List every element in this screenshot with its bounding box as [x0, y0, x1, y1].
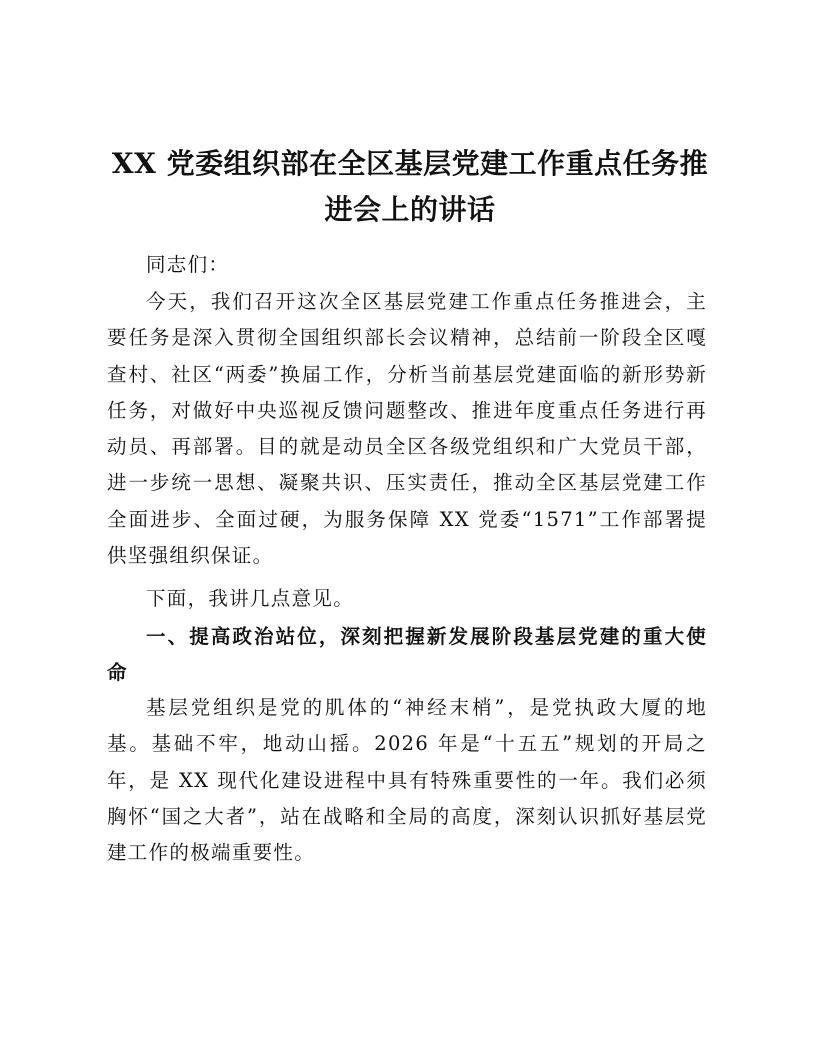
- paragraph-opening: 今天，我们召开这次全区基层党建工作重点任务推进会，主要任务是深入贯彻全国组织部长会议精神，总结前一阶段全区嘎查村、社区“两委”换届工作，分析当前基层党建面临的新形势新任务，对做好中央巡视反馈问题整改、推进年度重点任务进行再动员、再部署。目的就是动员全区各级党组织和广大党员干部，进一步统一思想、凝聚共识、压实责任，推动全区基层党建工作全面进步、全面过硬，为服务保障 XX 党委“1571”工作部署提供坚强组织保证。: [107, 290, 707, 568]
- paragraph-section-1: 基层党组织是党的肌体的“神经末梢”，是党执政大厦的地基。基础不牢，地动山摇。2026 年是“十五五”规划的开局之年，是 XX 现代化建设进程中具有特殊重要性的一年。我们必须胸怀“国之大者”，站在战略和全局的高度，深刻认识抓好基层党建工作的极端重要性。: [107, 696, 707, 865]
- paragraph-transition: 下面，我讲几点意见。: [146, 587, 355, 610]
- section-heading-1: 一、提高政治站位，深刻把握新发展阶段基层党建的重大使命: [107, 625, 707, 685]
- salutation: 同志们：: [146, 253, 230, 276]
- document-title: XX 党委组织部在全区基层党建工作重点任务推进会上的讲话: [111, 147, 709, 226]
